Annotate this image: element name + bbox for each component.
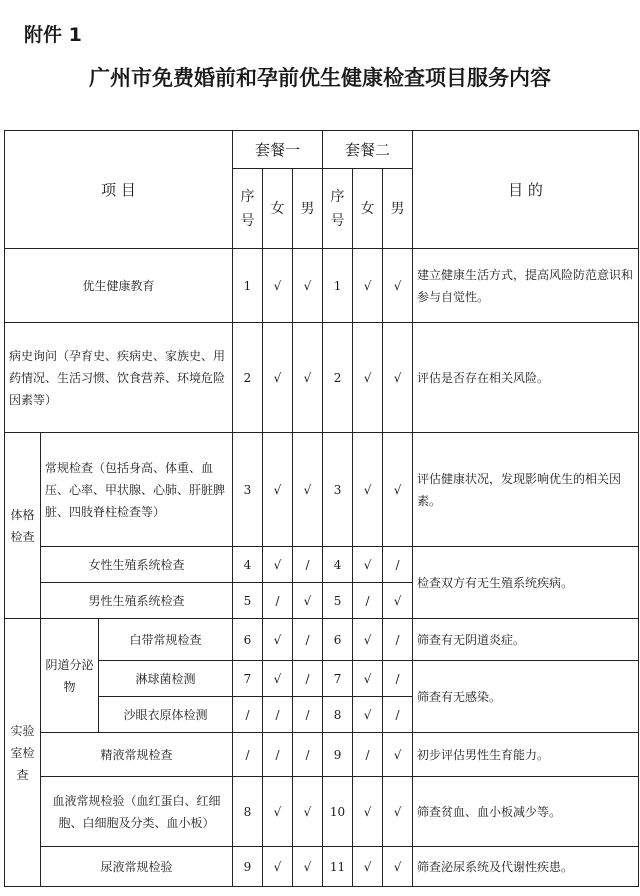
table-row (5, 661, 639, 697)
table-row (5, 777, 639, 847)
header-female-1: 女 (263, 169, 293, 249)
p1-female: √ (263, 777, 293, 847)
header-seq-1: 序号 (233, 169, 263, 249)
p1-seq: 6 (233, 619, 263, 661)
purpose-cell: 评估健康状况，发现影响优生的相关因素。 (413, 433, 639, 547)
p2-seq: 11 (323, 847, 353, 887)
item-cell: 病史询问（孕育史、疾病史、家族史、用药情况、生活习惯、饮食营养、环境危险因素等） (5, 323, 233, 433)
item-cell: 白带常规检查 (99, 619, 233, 661)
item-cell: 常规检查（包括身高、体重、血压、心率、甲状腺、心肺、肝脏脾脏、四肢脊柱检查等） (41, 433, 233, 547)
p2-seq: 5 (323, 583, 353, 619)
table-row (5, 619, 639, 661)
p2-seq: 8 (323, 697, 353, 733)
p2-seq: 9 (323, 733, 353, 777)
p1-female: √ (263, 323, 293, 433)
p2-male: / (383, 547, 413, 583)
p1-female: √ (263, 619, 293, 661)
p2-male: / (383, 661, 413, 697)
p1-seq: 9 (233, 847, 263, 887)
p2-male: √ (383, 777, 413, 847)
p1-seq: / (233, 697, 263, 733)
p1-seq: 3 (233, 433, 263, 547)
p2-male: / (383, 619, 413, 661)
table-row (5, 433, 639, 547)
purpose-cell: 评估是否存在相关风险。 (413, 323, 639, 433)
p1-female: / (263, 733, 293, 777)
p1-female: √ (263, 547, 293, 583)
header-male-2: 男 (383, 169, 413, 249)
purpose-cell: 检查双方有无生殖系统疾病。 (413, 547, 639, 619)
header-purpose: 目 的 (413, 131, 639, 249)
p2-male: √ (383, 323, 413, 433)
table-row (5, 847, 639, 887)
item-cell: 血液常规检验（血红蛋白、红细胞、白细胞及分类、血小板） (41, 777, 233, 847)
header-seq-2: 序号 (323, 169, 353, 249)
p1-seq: 8 (233, 777, 263, 847)
purpose-cell: 建立健康生活方式，提高风险防范意识和参与自觉性。 (413, 249, 639, 323)
table-row (5, 733, 639, 777)
p2-seq: 6 (323, 619, 353, 661)
purpose-cell: 筛查泌尿系统及代谢性疾患。 (413, 847, 639, 887)
p2-male: √ (383, 733, 413, 777)
purpose-cell: 初步评估男性生育能力。 (413, 733, 639, 777)
p2-male: √ (383, 433, 413, 547)
p1-seq: 7 (233, 661, 263, 697)
table-row (5, 249, 639, 323)
item-cell: 尿液常规检验 (41, 847, 233, 887)
purpose-cell: 筛查有无感染。 (413, 661, 639, 733)
item-cell: 优生健康教育 (5, 249, 233, 323)
p1-female: √ (263, 847, 293, 887)
item-cell: 女性生殖系统检查 (41, 547, 233, 583)
p1-male: √ (293, 323, 323, 433)
p1-male: √ (293, 847, 323, 887)
p2-female: √ (353, 249, 383, 323)
p1-female: / (263, 583, 293, 619)
p1-seq: 5 (233, 583, 263, 619)
p1-male: / (293, 547, 323, 583)
p2-female: √ (353, 661, 383, 697)
p1-male: / (293, 619, 323, 661)
p1-male: / (293, 697, 323, 733)
group-lab: 实验室检查 (5, 619, 41, 887)
document-title: 广州市免费婚前和孕前优生健康检查项目服务内容 (89, 66, 551, 90)
p1-female: √ (263, 433, 293, 547)
p1-male: √ (293, 249, 323, 323)
p2-female: √ (353, 619, 383, 661)
p1-seq: 1 (233, 249, 263, 323)
p2-seq: 10 (323, 777, 353, 847)
p1-seq: 4 (233, 547, 263, 583)
header-package-2: 套餐二 (323, 131, 413, 169)
p1-male: √ (293, 777, 323, 847)
p2-male: / (383, 697, 413, 733)
p2-female: √ (353, 547, 383, 583)
p2-female: / (353, 733, 383, 777)
p1-male: / (293, 661, 323, 697)
p1-female: / (263, 697, 293, 733)
header-package-1: 套餐一 (233, 131, 323, 169)
p2-female: √ (353, 433, 383, 547)
header-female-2: 女 (353, 169, 383, 249)
purpose-cell: 筛查有无阴道炎症。 (413, 619, 639, 661)
p2-seq: 1 (323, 249, 353, 323)
p2-male: √ (383, 583, 413, 619)
item-cell: 精液常规检查 (41, 733, 233, 777)
attachment-label: 附件 1 (24, 24, 82, 46)
table-row (5, 323, 639, 433)
purpose-cell: 筛查贫血、血小板减少等。 (413, 777, 639, 847)
p2-seq: 7 (323, 661, 353, 697)
p2-seq: 4 (323, 547, 353, 583)
p2-male: √ (383, 847, 413, 887)
group-vaginal: 阴道分泌物 (41, 619, 99, 733)
item-cell: 淋球菌检测 (99, 661, 233, 697)
p2-male: √ (383, 249, 413, 323)
group-physical: 体格检查 (5, 433, 41, 619)
p1-male: √ (293, 583, 323, 619)
header-male-1: 男 (293, 169, 323, 249)
p2-female: √ (353, 697, 383, 733)
p2-female: √ (353, 847, 383, 887)
item-cell: 沙眼衣原体检测 (99, 697, 233, 733)
p1-male: / (293, 733, 323, 777)
p1-seq: 2 (233, 323, 263, 433)
p2-seq: 2 (323, 323, 353, 433)
p2-female: √ (353, 777, 383, 847)
p2-seq: 3 (323, 433, 353, 547)
p2-female: √ (353, 323, 383, 433)
p1-seq: / (233, 733, 263, 777)
service-table (4, 130, 639, 887)
p2-female: / (353, 583, 383, 619)
table-row (5, 547, 639, 583)
header-item: 项 目 (5, 131, 233, 249)
p1-female: √ (263, 661, 293, 697)
p1-female: √ (263, 249, 293, 323)
p1-male: √ (293, 433, 323, 547)
item-cell: 男性生殖系统检查 (41, 583, 233, 619)
